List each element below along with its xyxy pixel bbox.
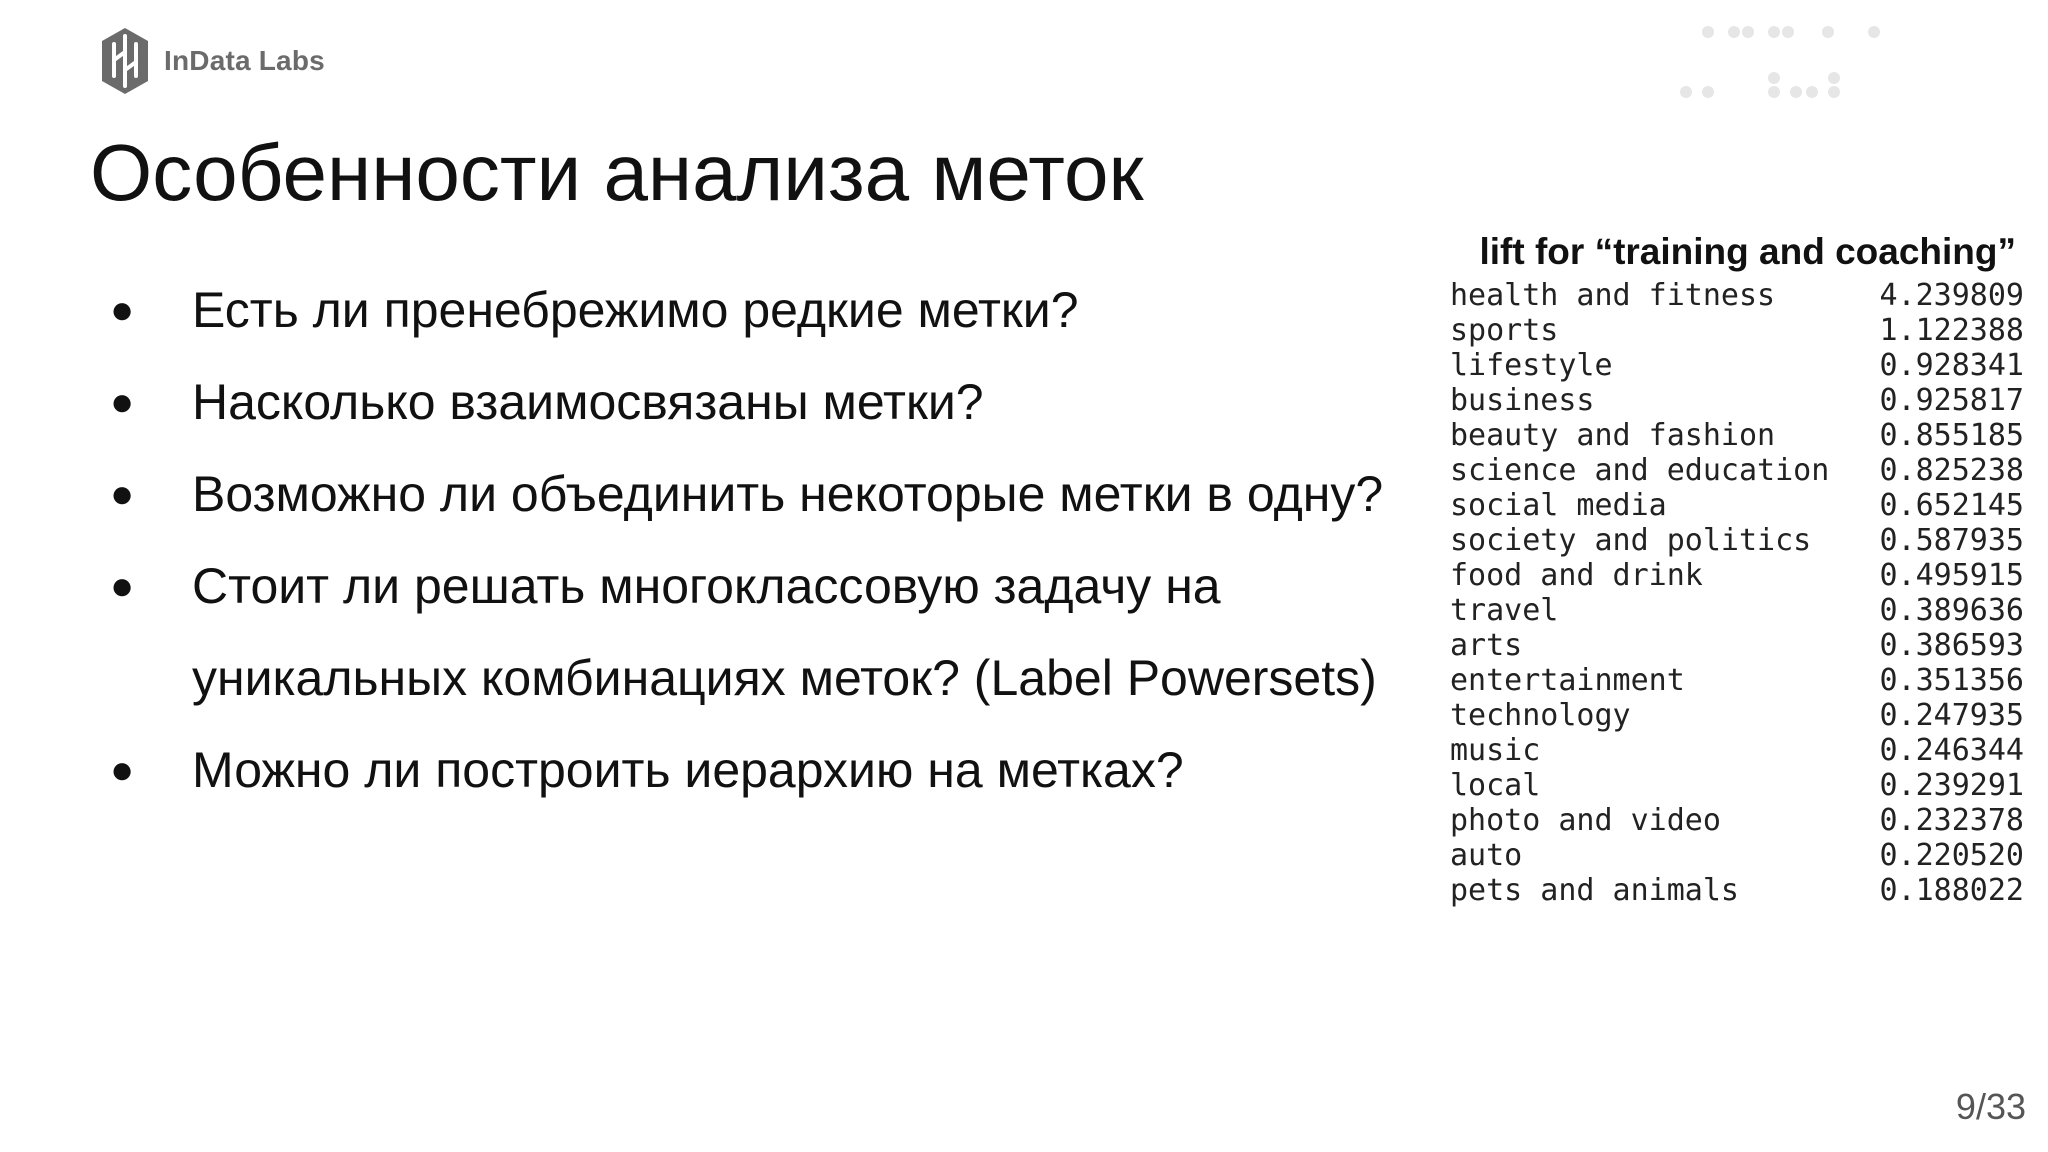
row-value: 0.389636 — [1879, 593, 2024, 628]
row-value: 4.239809 — [1879, 278, 2024, 313]
table-row — [1440, 803, 2030, 838]
page-title: Особенности анализа меток — [90, 128, 1144, 217]
row-label: pets and animals — [1450, 873, 1739, 908]
table-row — [1440, 838, 2030, 873]
bullet-text: Возможно ли объединить некоторые метки в одну? — [192, 466, 1384, 522]
row-label: travel — [1450, 593, 1559, 628]
row-value: 0.928341 — [1879, 348, 2024, 383]
bullet-item — [100, 724, 1440, 816]
table-row — [1440, 523, 2030, 558]
row-label: social media — [1450, 488, 1667, 523]
row-value: 0.587935 — [1879, 523, 2024, 558]
row-label: food and drink — [1450, 558, 1703, 593]
lift-table — [1440, 278, 2030, 908]
indata-labs-logo-icon — [100, 26, 150, 96]
table-row — [1440, 628, 2030, 663]
bullet-item — [100, 540, 1440, 724]
table-row — [1440, 663, 2030, 698]
bullet-dot-icon: ● — [110, 748, 135, 792]
row-label: local — [1450, 768, 1541, 803]
row-value: 1.122388 — [1879, 313, 2024, 348]
row-value: 0.925817 — [1879, 383, 2024, 418]
row-label: technology — [1450, 698, 1631, 733]
row-label: entertainment — [1450, 663, 1685, 698]
table-row — [1440, 278, 2030, 313]
table-row — [1440, 348, 2030, 383]
row-label: sports — [1450, 313, 1559, 348]
table-row — [1440, 383, 2030, 418]
row-label: auto — [1450, 838, 1523, 873]
bullet-text: Есть ли пренебрежимо редкие метки? — [192, 282, 1079, 338]
bullet-item — [100, 356, 1440, 448]
row-label: arts — [1450, 628, 1523, 663]
table-row — [1440, 488, 2030, 523]
row-label: science and education — [1450, 453, 1830, 488]
bullet-list — [100, 264, 1440, 816]
row-label: lifestyle — [1450, 348, 1613, 383]
brand-logo — [100, 26, 325, 96]
decorative-dots — [1678, 20, 1938, 110]
table-row — [1440, 768, 2030, 803]
row-value: 0.351356 — [1879, 663, 2024, 698]
row-value: 0.232378 — [1879, 803, 2024, 838]
row-value: 0.386593 — [1879, 628, 2024, 663]
row-label: music — [1450, 733, 1541, 768]
bullet-dot-icon: ● — [110, 564, 135, 608]
table-row — [1440, 558, 2030, 593]
bullet-dot-icon: ● — [110, 472, 135, 516]
bullet-item — [100, 448, 1440, 540]
row-label: health and fitness — [1450, 278, 1776, 313]
bullet-dot-icon: ● — [110, 380, 135, 424]
table-row — [1440, 698, 2030, 733]
row-label: society and politics — [1450, 523, 1812, 558]
table-row — [1440, 873, 2030, 908]
lift-table-title: lift for “training and coaching” — [1479, 231, 2016, 272]
table-row — [1440, 453, 2030, 488]
row-label: photo and video — [1450, 803, 1721, 838]
row-value: 0.855185 — [1879, 418, 2024, 453]
bullet-text: Можно ли построить иерархию на метках? — [192, 742, 1184, 798]
row-value: 0.652145 — [1879, 488, 2024, 523]
bullet-text: Насколько взаимосвязаны метки? — [192, 374, 984, 430]
table-row — [1440, 418, 2030, 453]
row-label: beauty and fashion — [1450, 418, 1776, 453]
row-value: 0.825238 — [1879, 453, 2024, 488]
row-value: 0.220520 — [1879, 838, 2024, 873]
row-value: 0.188022 — [1879, 873, 2024, 908]
row-label: business — [1450, 383, 1595, 418]
row-value: 0.247935 — [1879, 698, 2024, 733]
row-value: 0.239291 — [1879, 768, 2024, 803]
lift-panel — [1440, 228, 2030, 908]
table-row — [1440, 313, 2030, 348]
page-number: 9/33 — [1955, 1086, 2026, 1127]
table-row — [1440, 593, 2030, 628]
bullet-dot-icon: ● — [110, 288, 135, 332]
row-value: 0.495915 — [1879, 558, 2024, 593]
logo-text: InData Labs — [164, 45, 325, 76]
bullet-text: Стоит ли решать многоклассовую задачу на уникальных комбинациях меток? (Label Powersets) — [192, 558, 1377, 706]
bullet-item — [100, 264, 1440, 356]
row-value: 0.246344 — [1879, 733, 2024, 768]
table-row — [1440, 733, 2030, 768]
